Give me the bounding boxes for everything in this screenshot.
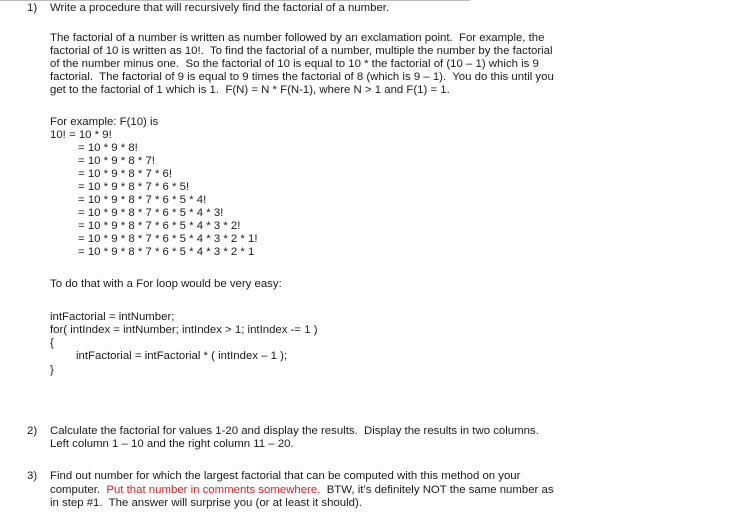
item-2-line: Calculate the factorial for values 1-20 and display the results. Display the results in two columns.	[50, 425, 539, 437]
code-line: intFactorial = intNumber;	[50, 311, 175, 323]
example-step: = 10 * 9 * 8 * 7 * 6 * 5 * 4 * 3 * 2 * 1!	[78, 233, 258, 245]
paragraph-line: factorial. The factorial of 9 is equal to 9 times the factorial of 8 (which is 9 – 1). You do this until you	[50, 71, 554, 83]
item-3-line-3: in step #1. The answer will surprise you (or at least it should).	[50, 497, 362, 509]
paragraph-line: factorial of 10 is written as 10!. To find the factorial of a number, multiple the number by the factorial	[50, 45, 553, 57]
item-3-line-1: Find out number for which the largest factorial that can be computed with this method on your	[50, 470, 521, 482]
paragraph-line: The factorial of a number is written as number followed by an exclamation point. For example, the	[50, 32, 545, 44]
code-line: intFactorial = intFactorial * ( intIndex – 1 );	[76, 350, 288, 362]
code-line: {	[50, 337, 54, 349]
example-step: = 10 * 9 * 8 * 7 * 6 * 5 * 4!	[78, 194, 207, 206]
item-3-number: 3)	[27, 470, 38, 482]
example-step: = 10 * 9 * 8!	[78, 142, 138, 154]
example-step: = 10 * 9 * 8 * 7 * 6 * 5 * 4 * 3 * 2 * 1	[78, 246, 255, 258]
example-step: = 10 * 9 * 8 * 7 * 6 * 5!	[78, 181, 190, 193]
item-3-line-2	[50, 484, 554, 497]
item-3-line-2-start: computer.	[50, 484, 107, 496]
example-step: = 10 * 9 * 8 * 7 * 6 * 5 * 4 * 3!	[78, 207, 224, 219]
item-1-number: 1)	[27, 2, 38, 14]
paragraph-line: of the number minus one. So the factorial of 10 is equal to 10 * the factorial of (10 – 1) which is 9	[50, 58, 539, 70]
item-3-line-2-end: BTW, it’s definitely NOT the same number as	[320, 484, 554, 496]
code-line: }	[50, 364, 54, 376]
example-first-line: 10! = 10 * 9!	[50, 129, 112, 141]
example-step: = 10 * 9 * 8 * 7!	[78, 155, 155, 167]
comment-instruction-highlight: Put that number in comments somewhere.	[106, 484, 321, 496]
item-2-number: 2)	[27, 425, 38, 437]
item-2-line: Left column 1 – 10 and the right column 11 – 20.	[50, 438, 294, 450]
example-intro: For example: F(10) is	[50, 116, 159, 128]
loop-intro: To do that with a For loop would be very easy:	[50, 278, 282, 290]
code-line: for( intIndex = intNumber; intIndex > 1; intIndex -= 1 )	[50, 324, 318, 336]
example-step: = 10 * 9 * 8 * 7 * 6 * 5 * 4 * 3 * 2!	[78, 220, 241, 232]
example-step: = 10 * 9 * 8 * 7 * 6!	[78, 168, 173, 180]
page-top-border	[0, 0, 470, 1]
paragraph-line: get to the factorial of 1 which is 1. F(N) = N * F(N-1), where N > 1 and F(1) = 1.	[50, 84, 450, 96]
item-1-heading: Write a procedure that will recursively find the factorial of a number.	[50, 2, 390, 14]
